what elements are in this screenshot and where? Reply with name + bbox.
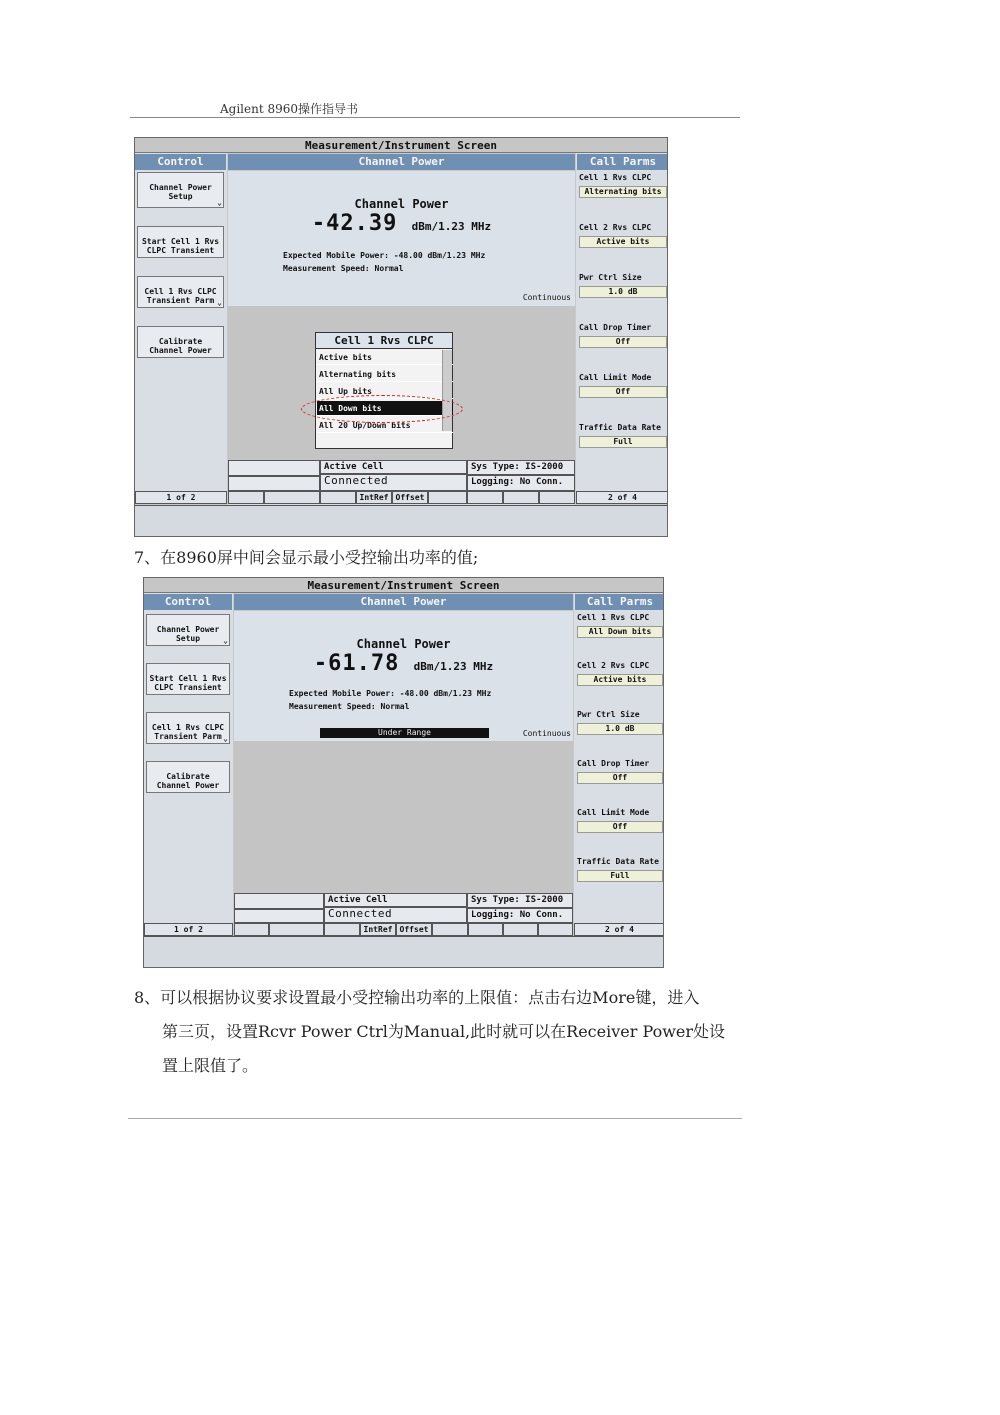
step-8-line-3: 置上限值了。 [162, 1056, 259, 1075]
bottom-strip [144, 936, 664, 968]
status-blank-cell [234, 909, 324, 923]
control-page-indicator[interactable]: 1 of 2 [135, 491, 227, 504]
softkey-calibrate-channel-power[interactable] [146, 761, 230, 793]
blank-button-1[interactable] [228, 491, 264, 504]
instrument-screen-1 [134, 137, 668, 537]
sys-type: Sys Type: IS-2000 [467, 893, 573, 908]
intref-button[interactable]: IntRef [360, 923, 396, 936]
blank-button-4[interactable] [432, 923, 468, 936]
expected-mobile-power: Expected Mobile Power: -48.00 dBm/1.23 MHz [289, 689, 492, 698]
step-8-line-2: 第三页，设置Rcvr Power Ctrl为Manual,此时就可以在Receiver Power处设 [162, 1022, 726, 1041]
popup-item-all-20-up-down-bits[interactable]: All 20 Up/Down bits [317, 418, 453, 433]
softkey-label-line2: Channel Power [156, 781, 220, 790]
parm-value-pwr-ctrl-size[interactable]: 1.0 dB [579, 286, 667, 298]
step-7-text: 7、在8960屏中间会显示最小受控输出功率的值; [134, 548, 479, 567]
call-parms-header: Call Parms [577, 154, 668, 170]
parm-label-traffic-data-rate: Traffic Data Rate [579, 423, 661, 432]
chevron-down-icon: ⌄ [223, 636, 228, 645]
parm-value-cell2-clpc[interactable]: Active bits [579, 236, 667, 248]
parm-value-call-limit-mode[interactable]: Off [577, 821, 663, 833]
parm-value-pwr-ctrl-size[interactable]: 1.0 dB [577, 723, 663, 735]
parm-label-pwr-ctrl-size: Pwr Ctrl Size [579, 273, 642, 282]
measurement-speed: Measurement Speed: Normal [289, 702, 410, 711]
measurement-title: Channel Power [354, 197, 449, 211]
popup-item-alternating-bits[interactable]: Alternating bits [317, 367, 453, 382]
call-parms-header: Call Parms [575, 594, 664, 610]
softkey-label-line1: Start Cell 1 Rvs [149, 674, 227, 683]
blank-button-2[interactable] [264, 491, 320, 504]
parm-label-traffic-data-rate: Traffic Data Rate [577, 857, 659, 866]
clpc-selection-popup [315, 332, 453, 449]
expected-mobile-power: Expected Mobile Power: -48.00 dBm/1.23 MHz [283, 251, 486, 260]
softkey-label-line1: Cell 1 Rvs CLPC [151, 723, 225, 732]
popup-item-all-down-bits[interactable]: All Down bits [317, 401, 453, 416]
softkey-label-line2: Channel Power [149, 346, 212, 355]
under-range-indicator: Under Range [320, 728, 489, 738]
measurement-mode: Continuous [522, 293, 571, 302]
status-blank-cell [228, 460, 320, 476]
chevron-down-icon: ⌄ [217, 298, 222, 307]
intref-button[interactable]: IntRef [356, 491, 392, 504]
measurement-unit: dBm/1.23 MHz [413, 660, 494, 673]
parm-label-call-drop-timer: Call Drop Timer [577, 759, 650, 768]
parm-value-call-drop-timer[interactable]: Off [577, 772, 663, 784]
blank-button-5[interactable] [468, 923, 503, 936]
measurement-mode: Continuous [522, 729, 571, 738]
blank-button-7[interactable] [538, 923, 573, 936]
softkey-channel-power-setup[interactable] [137, 172, 224, 208]
softkey-clpc-transient-parm[interactable] [146, 712, 230, 744]
popup-item-active-bits[interactable]: Active bits [317, 350, 453, 365]
active-cell-status: Connected [324, 907, 467, 923]
softkey-label-line2: CLPC Transient [146, 246, 215, 255]
chevron-down-icon: ⌄ [223, 734, 228, 743]
parm-label-cell1-clpc: Cell 1 Rvs CLPC [579, 173, 652, 182]
parm-value-call-drop-timer[interactable]: Off [579, 336, 667, 348]
parm-value-traffic-data-rate[interactable]: Full [577, 870, 663, 882]
softkey-label-line1: Calibrate [166, 772, 210, 781]
blank-button-2[interactable] [269, 923, 324, 936]
main-header: Channel Power [234, 594, 573, 610]
sys-type: Sys Type: IS-2000 [467, 460, 575, 475]
function-button-row [228, 491, 575, 504]
parm-label-cell2-clpc: Cell 2 Rvs CLPC [577, 661, 650, 670]
parm-label-cell2-clpc: Cell 2 Rvs CLPC [579, 223, 652, 232]
measurement-number: -42.39 [311, 211, 398, 236]
main-header: Channel Power [228, 154, 575, 170]
softkey-label-line1: Calibrate [158, 337, 203, 346]
popup-title: Cell 1 Rvs CLPC [316, 333, 452, 349]
parm-value-cell1-clpc[interactable]: Alternating bits [579, 186, 667, 198]
parm-label-pwr-ctrl-size: Pwr Ctrl Size [577, 710, 640, 719]
softkey-channel-power-setup[interactable] [146, 614, 230, 646]
blank-button-6[interactable] [503, 491, 539, 504]
blank-button-3[interactable] [324, 923, 360, 936]
active-cell-label: Active Cell [324, 893, 467, 907]
measurement-number: -61.78 [313, 651, 400, 676]
parms-page-indicator[interactable]: 2 of 4 [576, 491, 668, 504]
active-cell-label: Active Cell [320, 460, 467, 474]
softkey-label-line2: Setup [168, 192, 193, 201]
control-header: Control [135, 154, 226, 170]
blank-button-6[interactable] [503, 923, 538, 936]
chevron-down-icon: ⌄ [217, 198, 222, 207]
measurement-title: Channel Power [356, 637, 451, 651]
softkey-start-clpc-transient[interactable] [137, 226, 224, 258]
parms-page-indicator[interactable]: 2 of 4 [574, 923, 664, 936]
parm-value-cell1-clpc[interactable]: All Down bits [577, 626, 663, 638]
popup-scrollbar[interactable] [442, 350, 452, 431]
document-header: Agilent 8960操作指导书 [220, 102, 359, 116]
instrument-screen-2 [143, 577, 664, 968]
softkey-label-line1: Channel Power [156, 625, 220, 634]
step-8-line-1: 8、可以根据协议要求设置最小受控输出功率的上限值：点击右边More键，进入 [134, 988, 700, 1007]
softkey-label-line1: Cell 1 Rvs CLPC [144, 287, 217, 296]
parm-value-call-limit-mode[interactable]: Off [579, 386, 667, 398]
function-button-row [234, 923, 573, 936]
softkey-label-line2: CLPC Transient [154, 683, 222, 692]
gray-area [234, 741, 573, 893]
measurement-area [228, 171, 575, 306]
status-blank-cell [228, 476, 320, 491]
measurement-value [228, 211, 575, 236]
measurement-unit: dBm/1.23 MHz [411, 220, 492, 233]
softkey-label-line1: Channel Power [149, 183, 212, 192]
parm-label-call-limit-mode: Call Limit Mode [579, 373, 652, 382]
softkey-start-clpc-transient[interactable] [146, 663, 230, 695]
softkey-label-line2: Setup [175, 634, 201, 643]
parm-value-traffic-data-rate[interactable]: Full [579, 436, 667, 448]
blank-button-7[interactable] [539, 491, 575, 504]
screen-title: Measurement/Instrument Screen [135, 138, 667, 153]
highlight-oval [301, 395, 463, 423]
footer-rule [128, 1118, 742, 1119]
parm-label-cell1-clpc: Cell 1 Rvs CLPC [577, 613, 650, 622]
parm-label-call-limit-mode: Call Limit Mode [577, 808, 650, 817]
blank-button-4[interactable] [428, 491, 467, 504]
parm-label-call-drop-timer: Call Drop Timer [579, 323, 652, 332]
control-header: Control [144, 594, 232, 610]
measurement-area [234, 611, 573, 741]
measurement-speed: Measurement Speed: Normal [283, 264, 404, 273]
popup-item-all-up-bits[interactable]: All Up bits [317, 384, 453, 399]
softkey-calibrate-channel-power[interactable] [137, 326, 224, 358]
measurement-value [234, 651, 573, 676]
parm-value-cell2-clpc[interactable]: Active bits [577, 674, 663, 686]
blank-button-1[interactable] [234, 923, 269, 936]
header-rule [130, 117, 740, 118]
control-page-indicator[interactable]: 1 of 2 [144, 923, 233, 936]
offset-button[interactable]: Offset [396, 923, 432, 936]
softkey-label-line2: Transient Parm [146, 296, 215, 305]
softkey-label-line1: Start Cell 1 Rvs [141, 237, 220, 246]
blank-button-5[interactable] [467, 491, 503, 504]
screen-title: Measurement/Instrument Screen [144, 578, 663, 593]
active-cell-status: Connected [320, 474, 467, 491]
softkey-label-line2: Transient Parm [154, 732, 222, 741]
logging-status: Logging: No Conn. [467, 908, 573, 923]
logging-status: Logging: No Conn. [467, 475, 575, 491]
offset-button[interactable]: Offset [392, 491, 428, 504]
blank-button-3[interactable] [320, 491, 356, 504]
softkey-clpc-transient-parm[interactable] [137, 276, 224, 308]
bottom-strip [135, 505, 668, 537]
status-blank-cell [234, 893, 324, 909]
